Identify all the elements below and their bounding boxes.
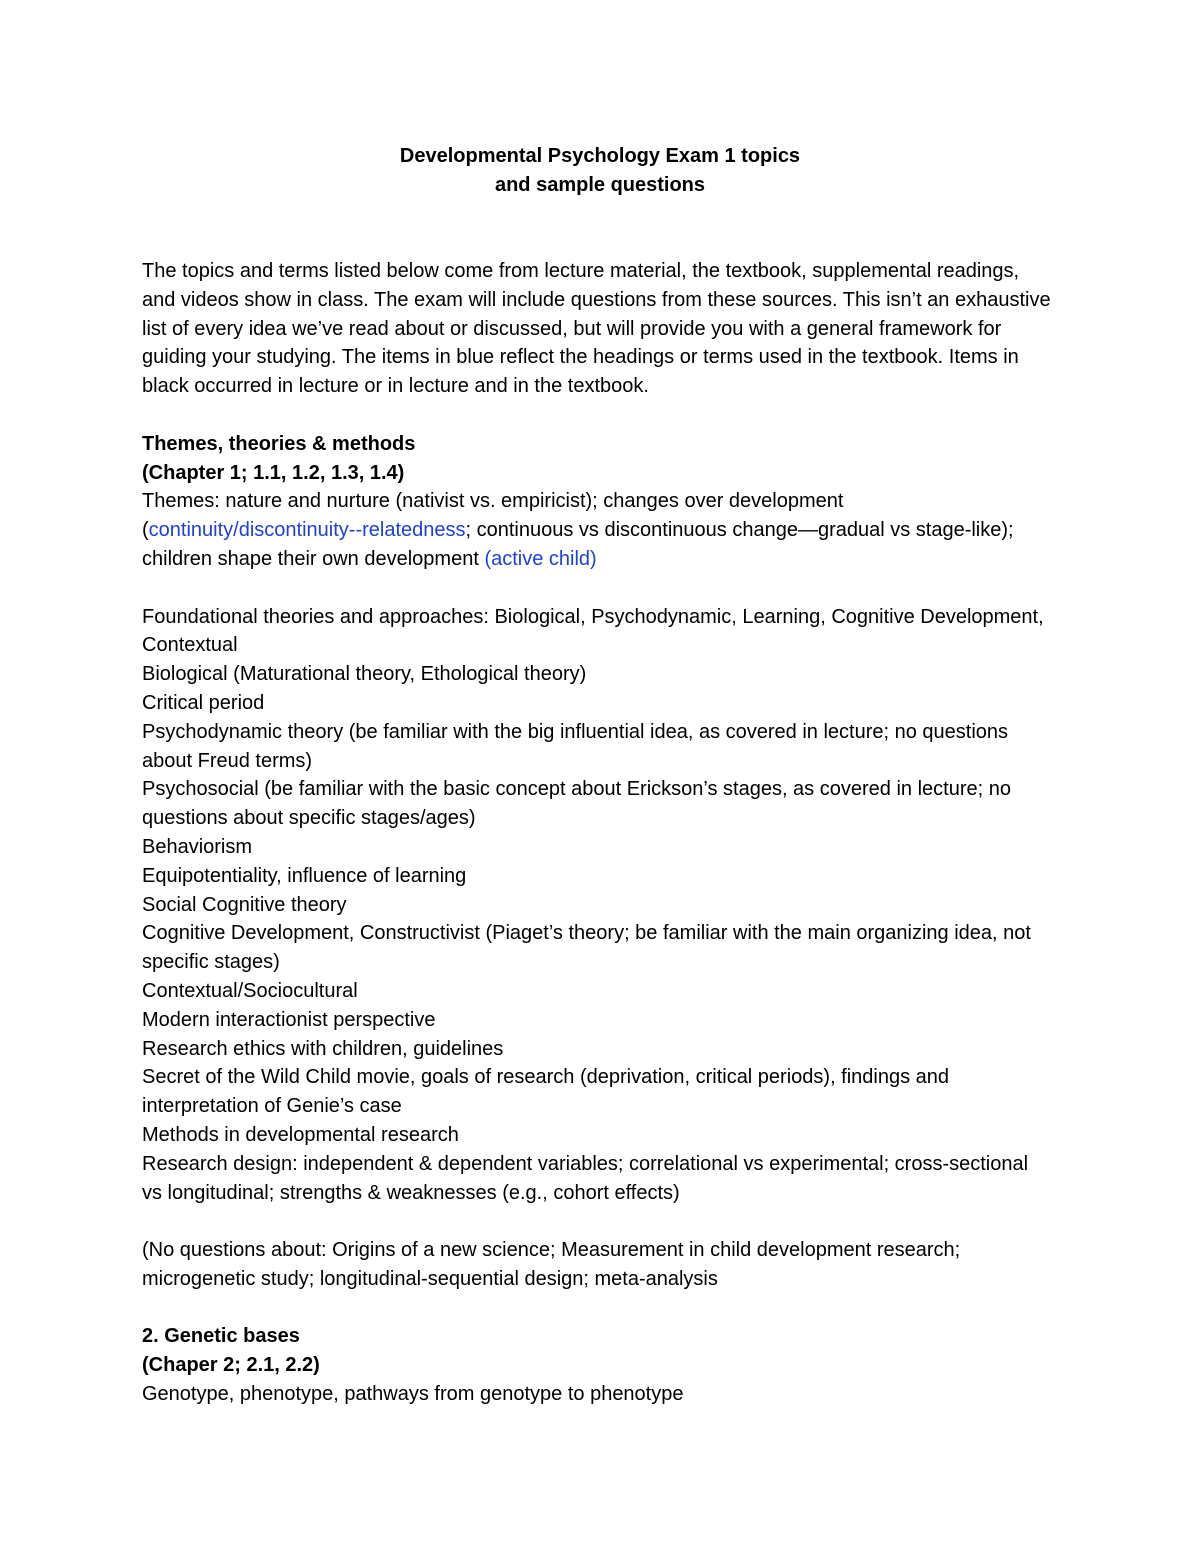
section-1-chapter: (Chapter 1; 1.1, 1.2, 1.3, 1.4): [142, 461, 405, 484]
section-2-heading: 2. Genetic bases: [142, 1325, 300, 1348]
topic-item: Secret of the Wild Child movie, goals of research (deprivation, critical periods), findings and interpretation of Genie’s case: [142, 1066, 950, 1118]
section-2-chapter: (Chaper 2; 2.1, 2.2): [142, 1354, 320, 1377]
topic-item: Equipotentiality, influence of learning: [142, 864, 467, 887]
themes-text-1: Themes: nature and nurture (nativist vs. empiricist); changes over development (: [142, 490, 844, 542]
topic-item: Critical period: [142, 691, 265, 714]
topic-item: Biological (Maturational theory, Ethological theory): [142, 663, 587, 686]
themes-blue-term-2: (active child): [484, 547, 597, 570]
topic-item: Psychosocial (be familiar with the basic concept about Erickson’s stages, as covered in lecture; no questions about specific stages/ages): [142, 778, 1011, 830]
topic-item: Research ethics with children, guidelines: [142, 1037, 504, 1060]
topic-item: Cognitive Development, Constructivist (Piaget’s theory; be familiar with the main organizing idea, not specific stages): [142, 922, 1031, 974]
exclusions-note: (No questions about: Origins of a new science; Measurement in child development research; microgenetic study; longitudinal-sequential design; meta-analysis: [142, 1239, 961, 1290]
topic-item: Contextual/Sociocultural: [142, 979, 358, 1002]
themes-paragraph: [142, 487, 1052, 573]
document-body: [142, 257, 1052, 1409]
title-line-1: Developmental Psychology Exam 1 topics: [399, 145, 801, 167]
themes-blue-term-1: continuity/discontinuity--relatedness: [148, 519, 466, 542]
topic-item: Behaviorism: [142, 835, 253, 858]
topic-item: Foundational theories and approaches: Biological, Psychodynamic, Learning, Cognitive Development, Contextual: [142, 605, 1044, 657]
title-line-2: and sample questions: [494, 174, 706, 196]
document-title: [0, 142, 1200, 200]
topic-item: Modern interactionist perspective: [142, 1008, 436, 1031]
topic-item: Psychodynamic theory (be familiar with the big influential idea, as covered in lecture; no questions about Freud terms): [142, 720, 1009, 772]
topic-item: Social Cognitive theory: [142, 893, 347, 916]
section-1-heading: Themes, theories & methods: [142, 432, 416, 455]
themes-text-2: ; continuous vs discontinuous change—gradual vs stage-like); children shape their own development: [142, 519, 1014, 570]
topic-item: Research design: independent & dependent variables; correlational vs experimental; cross-sectional vs longitudinal; strengths & weaknesses (e.g., cohort effects): [142, 1152, 1029, 1204]
topic-item: Methods in developmental research: [142, 1123, 459, 1146]
intro-paragraph: The topics and terms listed below come from lecture material, the textbook, supplemental readings, and videos show in class. The exam will include questions from these sources. This isn’t an exhaustive list of every idea we’ve read about or discussed, but will provide you with a general framework for guiding your studying. The items in blue reflect the headings or terms used in the textbook. Items in black occurred in lecture or in lecture and in the textbook.: [142, 260, 1051, 398]
topic-item: Genotype, phenotype, pathways from genotype to phenotype: [142, 1383, 684, 1406]
